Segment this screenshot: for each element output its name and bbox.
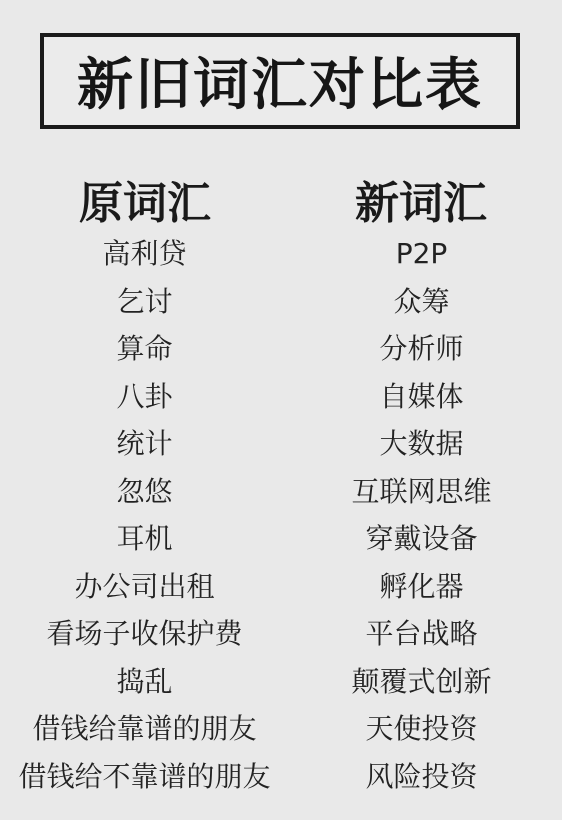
old-word: 统计 — [116, 427, 173, 460]
new-word: 天使投资 — [365, 712, 478, 745]
new-word: 风险投资 — [365, 759, 478, 793]
new-word: 孵化器 — [379, 569, 464, 603]
new-words-header: 新词汇 — [355, 178, 487, 229]
new-word: P2P — [395, 237, 448, 270]
new-word: 众筹 — [393, 284, 450, 318]
new-word: 互联网思维 — [351, 474, 492, 508]
old-word: 乞讨 — [116, 284, 173, 318]
old-words-list — [4, 230, 285, 800]
old-word: 借钱给靠谱的朋友 — [32, 712, 257, 745]
new-word: 颠覆式创新 — [351, 664, 492, 698]
page-title: 新旧词汇对比表 — [77, 53, 483, 118]
old-words-header: 原词汇 — [79, 178, 211, 229]
new-words-list — [281, 230, 562, 800]
old-word: 捣乱 — [116, 664, 173, 698]
old-word: 办公司出租 — [74, 569, 215, 603]
new-word: 穿戴设备 — [365, 522, 478, 555]
old-word: 高利贷 — [102, 237, 187, 270]
old-word: 八卦 — [116, 379, 173, 413]
old-word: 借钱给不靠谱的朋友 — [18, 759, 271, 793]
old-word: 看场子收保护费 — [46, 617, 243, 650]
old-word: 忽悠 — [116, 474, 173, 508]
old-word: 算命 — [116, 332, 173, 365]
new-word: 分析师 — [379, 332, 464, 365]
new-word: 平台战略 — [365, 617, 478, 650]
title-box — [40, 33, 520, 129]
old-word: 耳机 — [116, 522, 173, 555]
new-word: 自媒体 — [379, 379, 464, 413]
new-word: 大数据 — [379, 427, 464, 460]
